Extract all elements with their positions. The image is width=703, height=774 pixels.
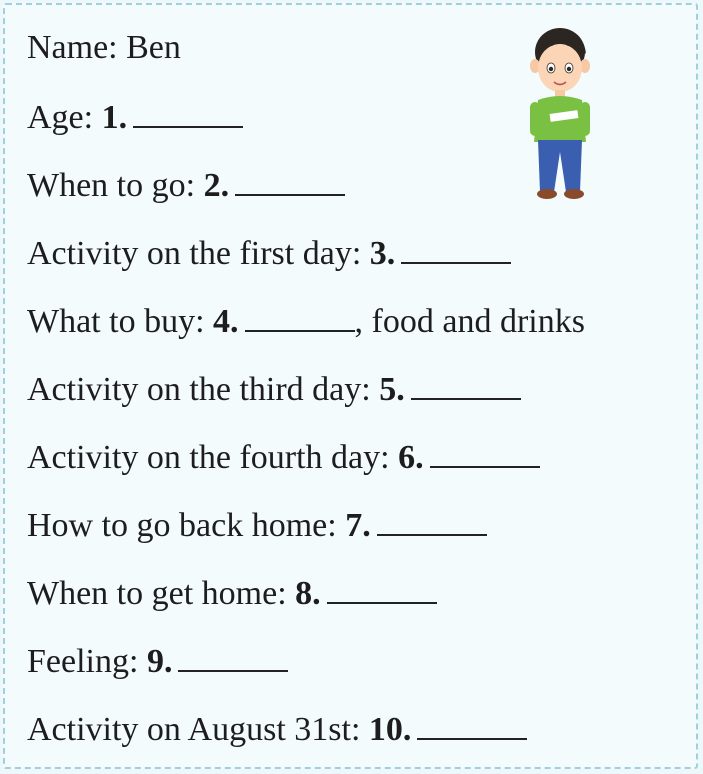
row-label: Activity on the fourth day: <box>27 439 399 476</box>
row-label: When to go: <box>27 167 204 204</box>
row-label: Age: <box>27 99 102 136</box>
answer-blank[interactable] <box>401 234 511 264</box>
row-first-day <box>27 234 511 274</box>
question-number: 2. <box>203 167 230 204</box>
answer-blank[interactable] <box>327 574 437 604</box>
row-label: What to buy: <box>27 303 214 340</box>
question-number: 8. <box>295 575 321 612</box>
question-number: 1. <box>101 99 128 136</box>
answer-blank[interactable] <box>245 302 355 332</box>
question-number: 7. <box>345 507 371 544</box>
row-go-back-home <box>27 506 487 546</box>
row-age <box>27 98 243 138</box>
row-label: How to go back home: <box>27 507 346 544</box>
answer-blank[interactable] <box>235 166 345 196</box>
question-number: 5. <box>379 371 405 408</box>
question-number: 6. <box>398 439 424 476</box>
row-fourth-day <box>27 438 540 478</box>
row-label: When to get home: <box>27 575 296 612</box>
answer-blank[interactable] <box>377 506 487 536</box>
name-line: Name: Ben <box>27 29 181 66</box>
answer-blank[interactable] <box>417 710 527 740</box>
row-feeling <box>27 642 288 682</box>
answer-blank[interactable] <box>133 98 243 128</box>
row-august-31st <box>27 710 527 750</box>
question-number: 4. <box>213 303 239 340</box>
row-suffix: , food and drinks <box>354 303 585 340</box>
question-number: 10. <box>368 711 412 748</box>
boy-character-icon <box>520 22 600 202</box>
answer-blank[interactable] <box>178 642 288 672</box>
row-label: Activity on the third day: <box>27 371 380 408</box>
answer-blank[interactable] <box>411 370 521 400</box>
row-label: Activity on August 31st: <box>27 711 369 748</box>
row-what-to-buy <box>27 302 585 342</box>
row-get-home <box>27 574 437 614</box>
row-label: Activity on the first day: <box>27 235 370 272</box>
question-number: 9. <box>146 643 173 680</box>
row-label: Feeling: <box>27 643 147 680</box>
answer-blank[interactable] <box>430 438 540 468</box>
row-third-day <box>27 370 521 410</box>
question-number: 3. <box>369 235 396 272</box>
row-when-to-go <box>27 166 345 206</box>
